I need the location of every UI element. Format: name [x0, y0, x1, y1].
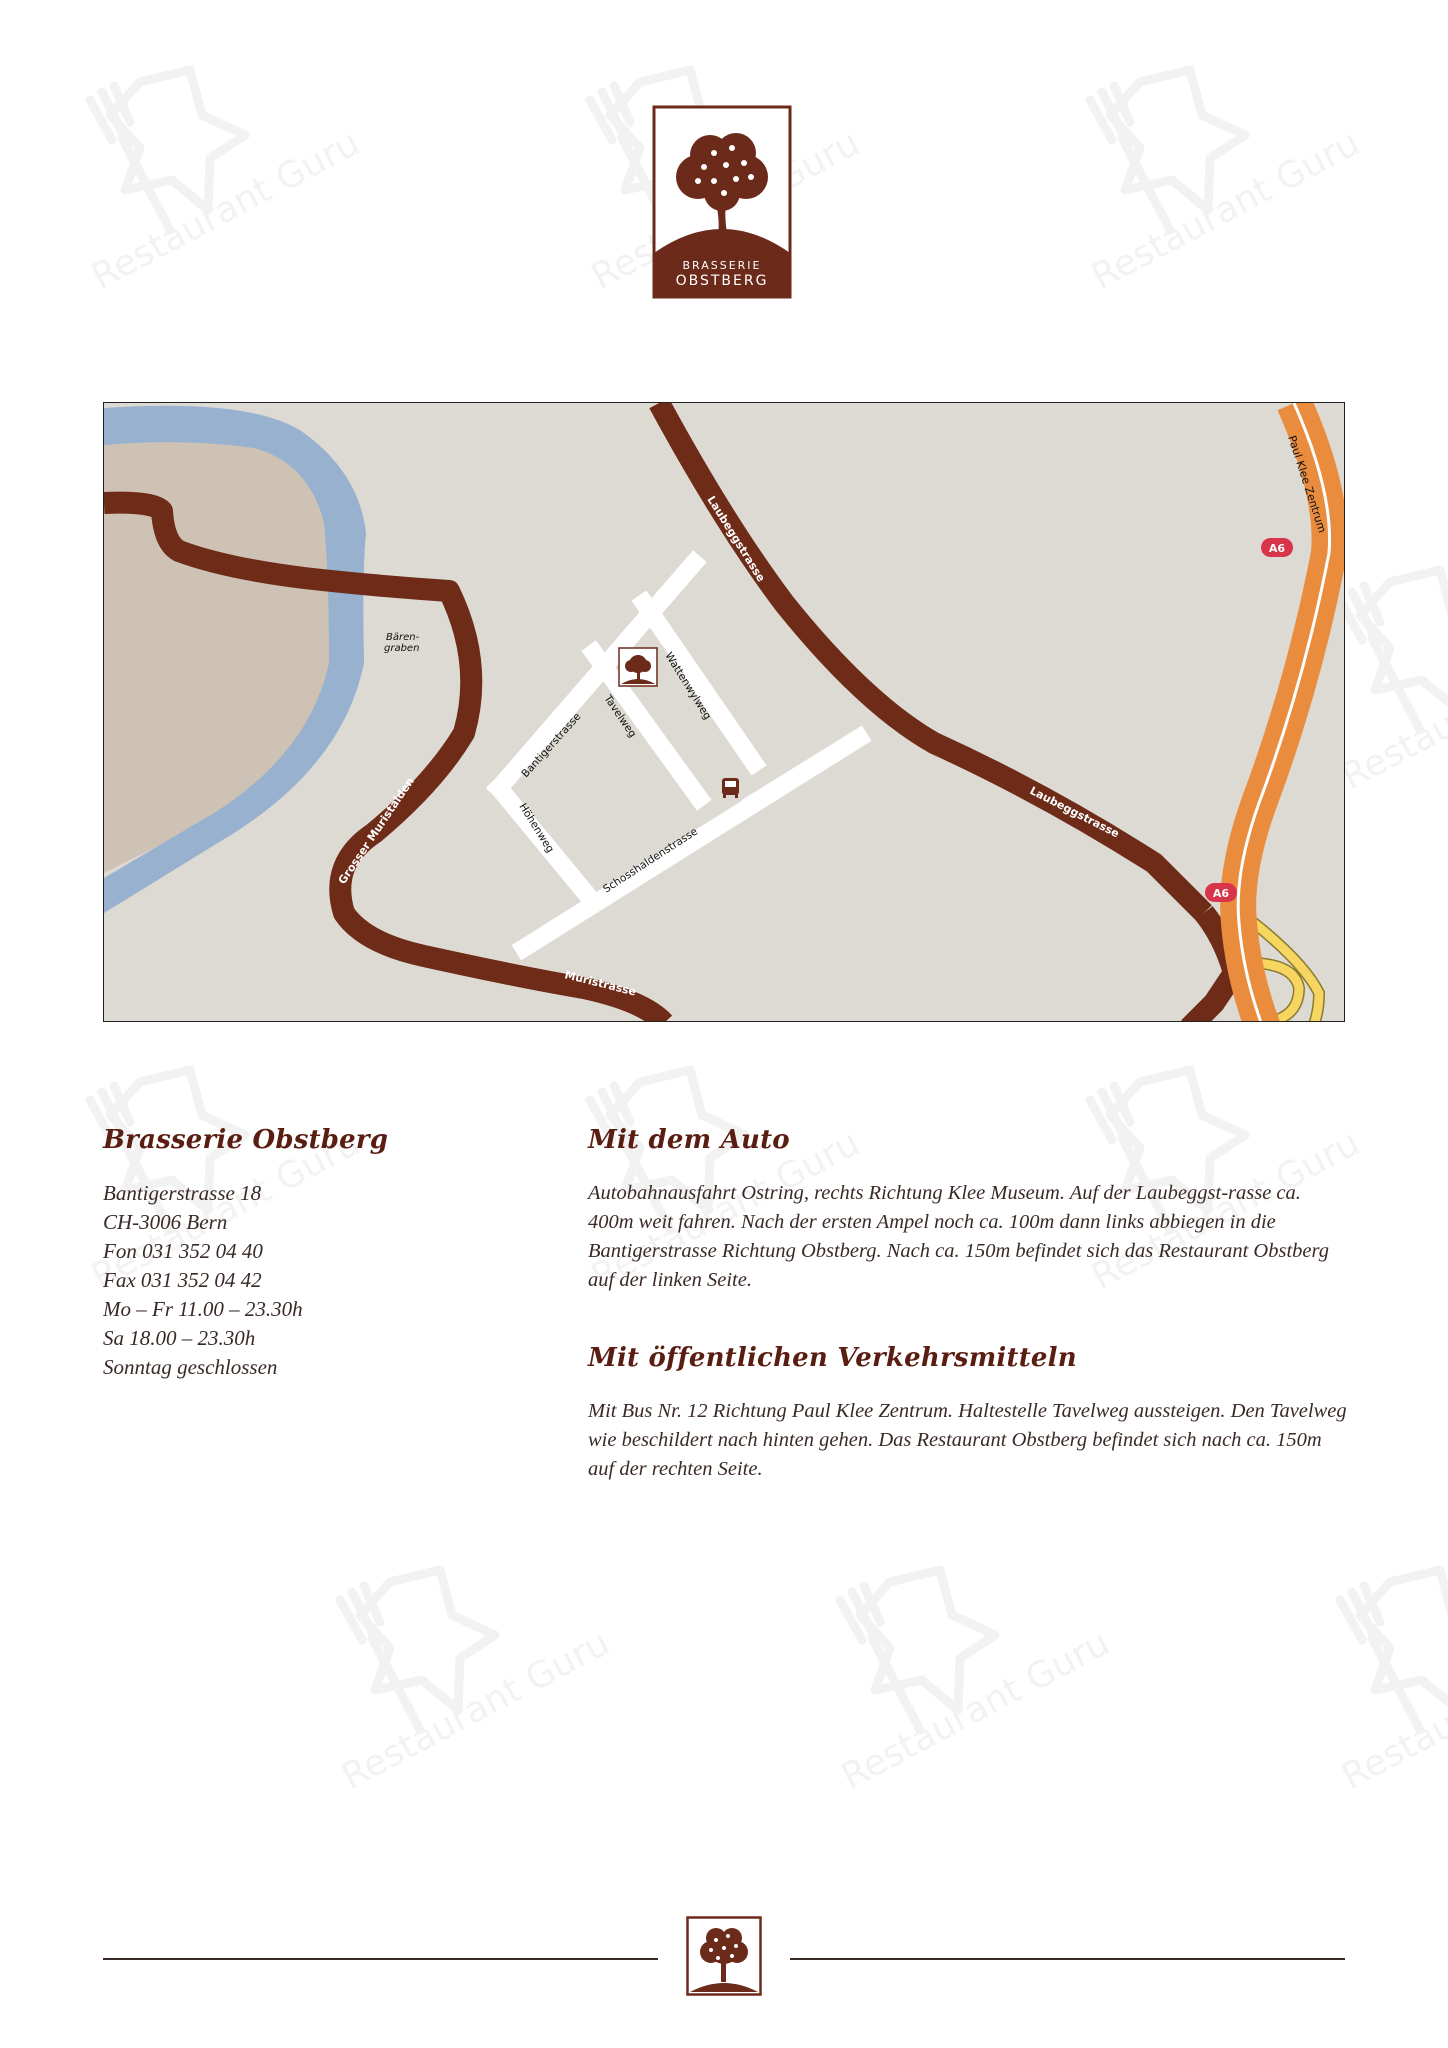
tree-logo-icon — [686, 1916, 762, 1996]
label-paul-klee-zentrum: Paul Klee Zentrum — [1285, 433, 1329, 535]
address-street: Bantigerstrasse 18 — [103, 1181, 262, 1205]
label-baerengraben: Bären- — [386, 632, 420, 643]
bus-icon[interactable] — [722, 778, 739, 798]
hours-weekdays: Mo – Fr 11.00 – 23.30h — [103, 1297, 303, 1321]
car-heading: Mit dem Auto — [588, 1125, 790, 1155]
label-tavelweg: Tavelweg — [601, 692, 639, 740]
fax: Fax 031 352 04 42 — [103, 1268, 262, 1292]
watermark — [1060, 60, 1360, 360]
directions-car — [588, 1125, 1348, 1295]
label-bantigerstrasse: Bantigerstrasse — [519, 710, 584, 781]
restaurant-name: Brasserie Obstberg — [103, 1125, 389, 1155]
label-muristrasse: Muristrasse — [563, 968, 638, 999]
directions-public-transport — [588, 1343, 1348, 1484]
public-transport-text: Mit Bus Nr. 12 Richtung Paul Klee Zentrum. Haltestelle Tavelweg aussteigen. Den Tavelweg wie beschildert nach hinten gehen. Das Restaurant Obstberg befindet sich nach ca. 150m auf der rechten Seite. — [588, 1400, 1347, 1480]
watermark — [310, 1560, 610, 1860]
road-laubeggstrasse[interactable] — [659, 403, 1204, 913]
label-grosser-muristalden: Grosser Muristalden — [335, 774, 417, 887]
hours-sunday: Sonntag geschlossen — [103, 1355, 278, 1379]
a6-badge-bottom — [1205, 883, 1237, 902]
location-map[interactable] — [103, 402, 1345, 1022]
footer-divider-right — [790, 1958, 1345, 1960]
watermark — [810, 1560, 1110, 1860]
phone[interactable]: Fon 031 352 04 40 — [103, 1239, 263, 1263]
label-baerengraben: graben — [384, 643, 420, 654]
footer-divider-left — [103, 1958, 658, 1960]
address-city: CH-3006 Bern — [103, 1210, 228, 1234]
road-schosshaldenstrasse-ext[interactable] — [754, 738, 859, 803]
car-text: Autobahnausfahrt Ostring, rechts Richtung Klee Museum. Auf der Laubeggst-rasse ca. 400m weit fahren. Nach der ersten Ampel noch ca. 100m dann links abbiegen in die Bantigerstrasse Richtung Obstberg. Nach ca. 150m befindet sich das Restaurant Obstberg auf der linken Seite. — [588, 1182, 1329, 1291]
brand-logo — [652, 105, 792, 299]
svg-text:A6: A6 — [1268, 542, 1286, 555]
logo-line2: OBSTBERG — [675, 273, 769, 289]
logo-line1: BRASSERIE — [682, 259, 762, 272]
hours-saturday: Sa 18.00 – 23.30h — [103, 1326, 256, 1350]
public-transport-heading: Mit öffentlichen Verkehrsmitteln — [588, 1343, 1077, 1373]
a6-badge-top — [1261, 538, 1293, 557]
contact-section — [103, 1125, 503, 1382]
label-laubeggstrasse: Laubeggstrasse — [704, 493, 768, 585]
svg-text:A6: A6 — [1212, 887, 1230, 900]
label-wattenwylweg: Wattenwylweg — [662, 650, 714, 722]
directions-section — [588, 1125, 1348, 1484]
watermark — [60, 60, 360, 360]
tree-marker-icon[interactable] — [619, 648, 657, 686]
label-schosshaldenstrasse: Schosshaldenstrasse — [601, 825, 700, 896]
watermark — [1310, 1560, 1448, 1860]
label-hoehenweg: Höhenweg — [516, 801, 557, 855]
label-laubeggstrasse: Laubeggstrasse — [1027, 784, 1122, 841]
